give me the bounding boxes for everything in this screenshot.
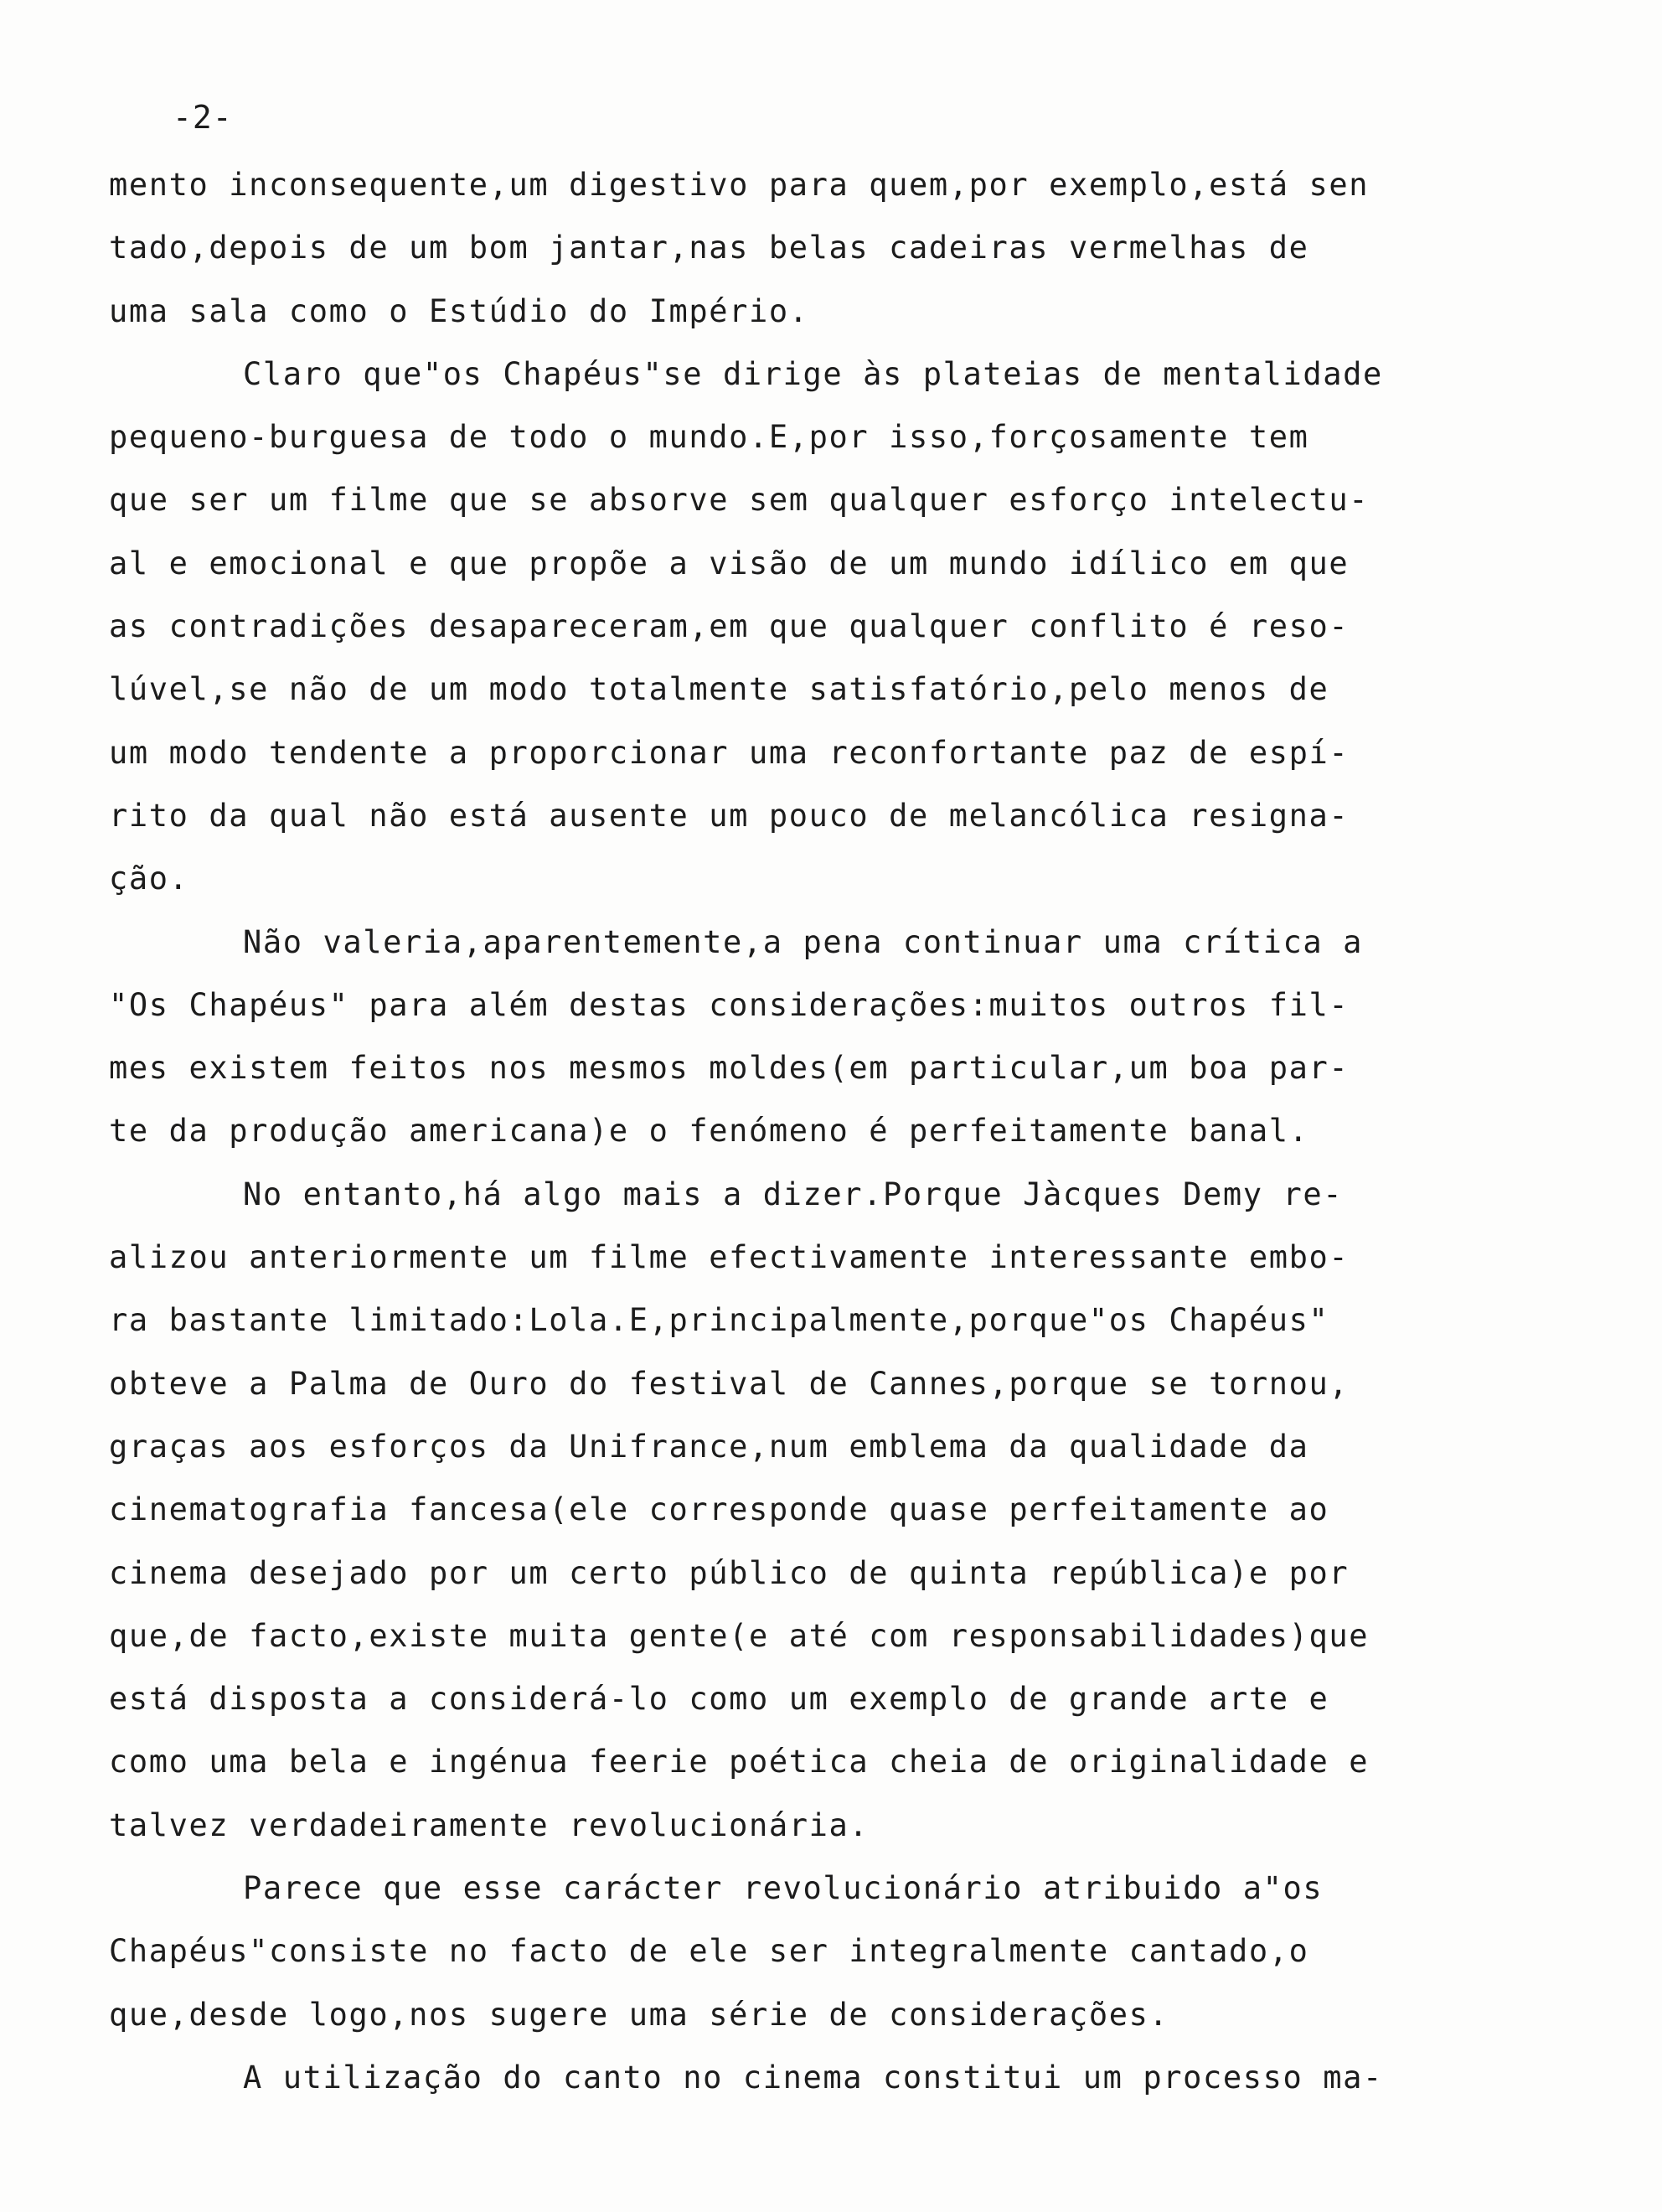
text-line: pequeno-burguesa de todo o mundo.E,por isso,forçosamente tem	[109, 419, 1309, 456]
text-line: as contradições desapareceram,em que qualquer conflito é reso-	[109, 608, 1350, 645]
text-line: tado,depois de um bom jantar,nas belas cadeiras vermelhas de	[109, 230, 1309, 266]
text-line: alizou anteriormente um filme efectivamente interessante embo-	[109, 1239, 1350, 1276]
text-line: um modo tendente a proporcionar uma reconfortante paz de espí-	[109, 734, 1350, 771]
text-line: graças aos esforços da Unifrance,num emblema da qualidade da	[109, 1428, 1309, 1465]
text-line: ção.	[109, 861, 189, 897]
text-line: uma sala como o Estúdio do Império.	[109, 292, 809, 329]
text-line: A utilização do canto no cinema constitui um processo ma-	[243, 2059, 1383, 2096]
text-line: talvez verdadeiramente revolucionária.	[109, 1806, 870, 1843]
text-line: que ser um filme que se absorve sem qualquer esforço intelectu-	[109, 482, 1370, 519]
text-line: mes existem feitos nos mesmos moldes(em particular,um boa par-	[109, 1050, 1350, 1087]
text-line: mento inconsequente,um digestivo para quem,por exemplo,está sen	[109, 167, 1370, 203]
text-line: ra bastante limitado:Lola.E,principalmente,porque"os Chapéus"	[109, 1302, 1329, 1339]
text-line: Não valeria,aparentemente,a pena continuar uma crítica a	[243, 923, 1364, 960]
text-line: que,de facto,existe muita gente(e até com responsabilidades)que	[109, 1617, 1370, 1654]
text-line: "Os Chapéus" para além destas considerações:muitos outros fil-	[109, 986, 1350, 1023]
page-number: -2-	[173, 99, 233, 136]
text-line: rito da qual não está ausente um pouco de melancólica resigna-	[109, 797, 1350, 834]
text-line: como uma bela e ingénua feerie poética cheia de originalidade e	[109, 1744, 1370, 1780]
text-line: No entanto,há algo mais a dizer.Porque Jàcques Demy re-	[243, 1176, 1344, 1212]
text-line: cinema desejado por um certo público de quinta república)e por	[109, 1554, 1350, 1591]
body-text	[109, 153, 1533, 2109]
text-line: obteve a Palma de Ouro do festival de Cannes,porque se tornou,	[109, 1365, 1350, 1402]
text-line: Parece que esse carácter revolucionário atribuido a"os	[243, 1870, 1324, 1907]
text-line: cinematografia fancesa(ele corresponde quase perfeitamente ao	[109, 1491, 1329, 1528]
text-line: está disposta a considerá-lo como um exemplo de grande arte e	[109, 1681, 1329, 1718]
text-line: al e emocional e que propõe a visão de um mundo idílico em que	[109, 545, 1350, 581]
text-line: lúvel,se não de um modo totalmente satisfatório,pelo menos de	[109, 671, 1329, 708]
text-line: te da produção americana)e o fenómeno é perfeitamente banal.	[109, 1113, 1309, 1150]
text-line: Claro que"os Chapéus"se dirige às plateias de mentalidade	[243, 355, 1383, 392]
text-line: que,desde logo,nos sugere uma série de considerações.	[109, 1996, 1169, 2033]
text-line: Chapéus"consiste no facto de ele ser integralmente cantado,o	[109, 1933, 1309, 1970]
